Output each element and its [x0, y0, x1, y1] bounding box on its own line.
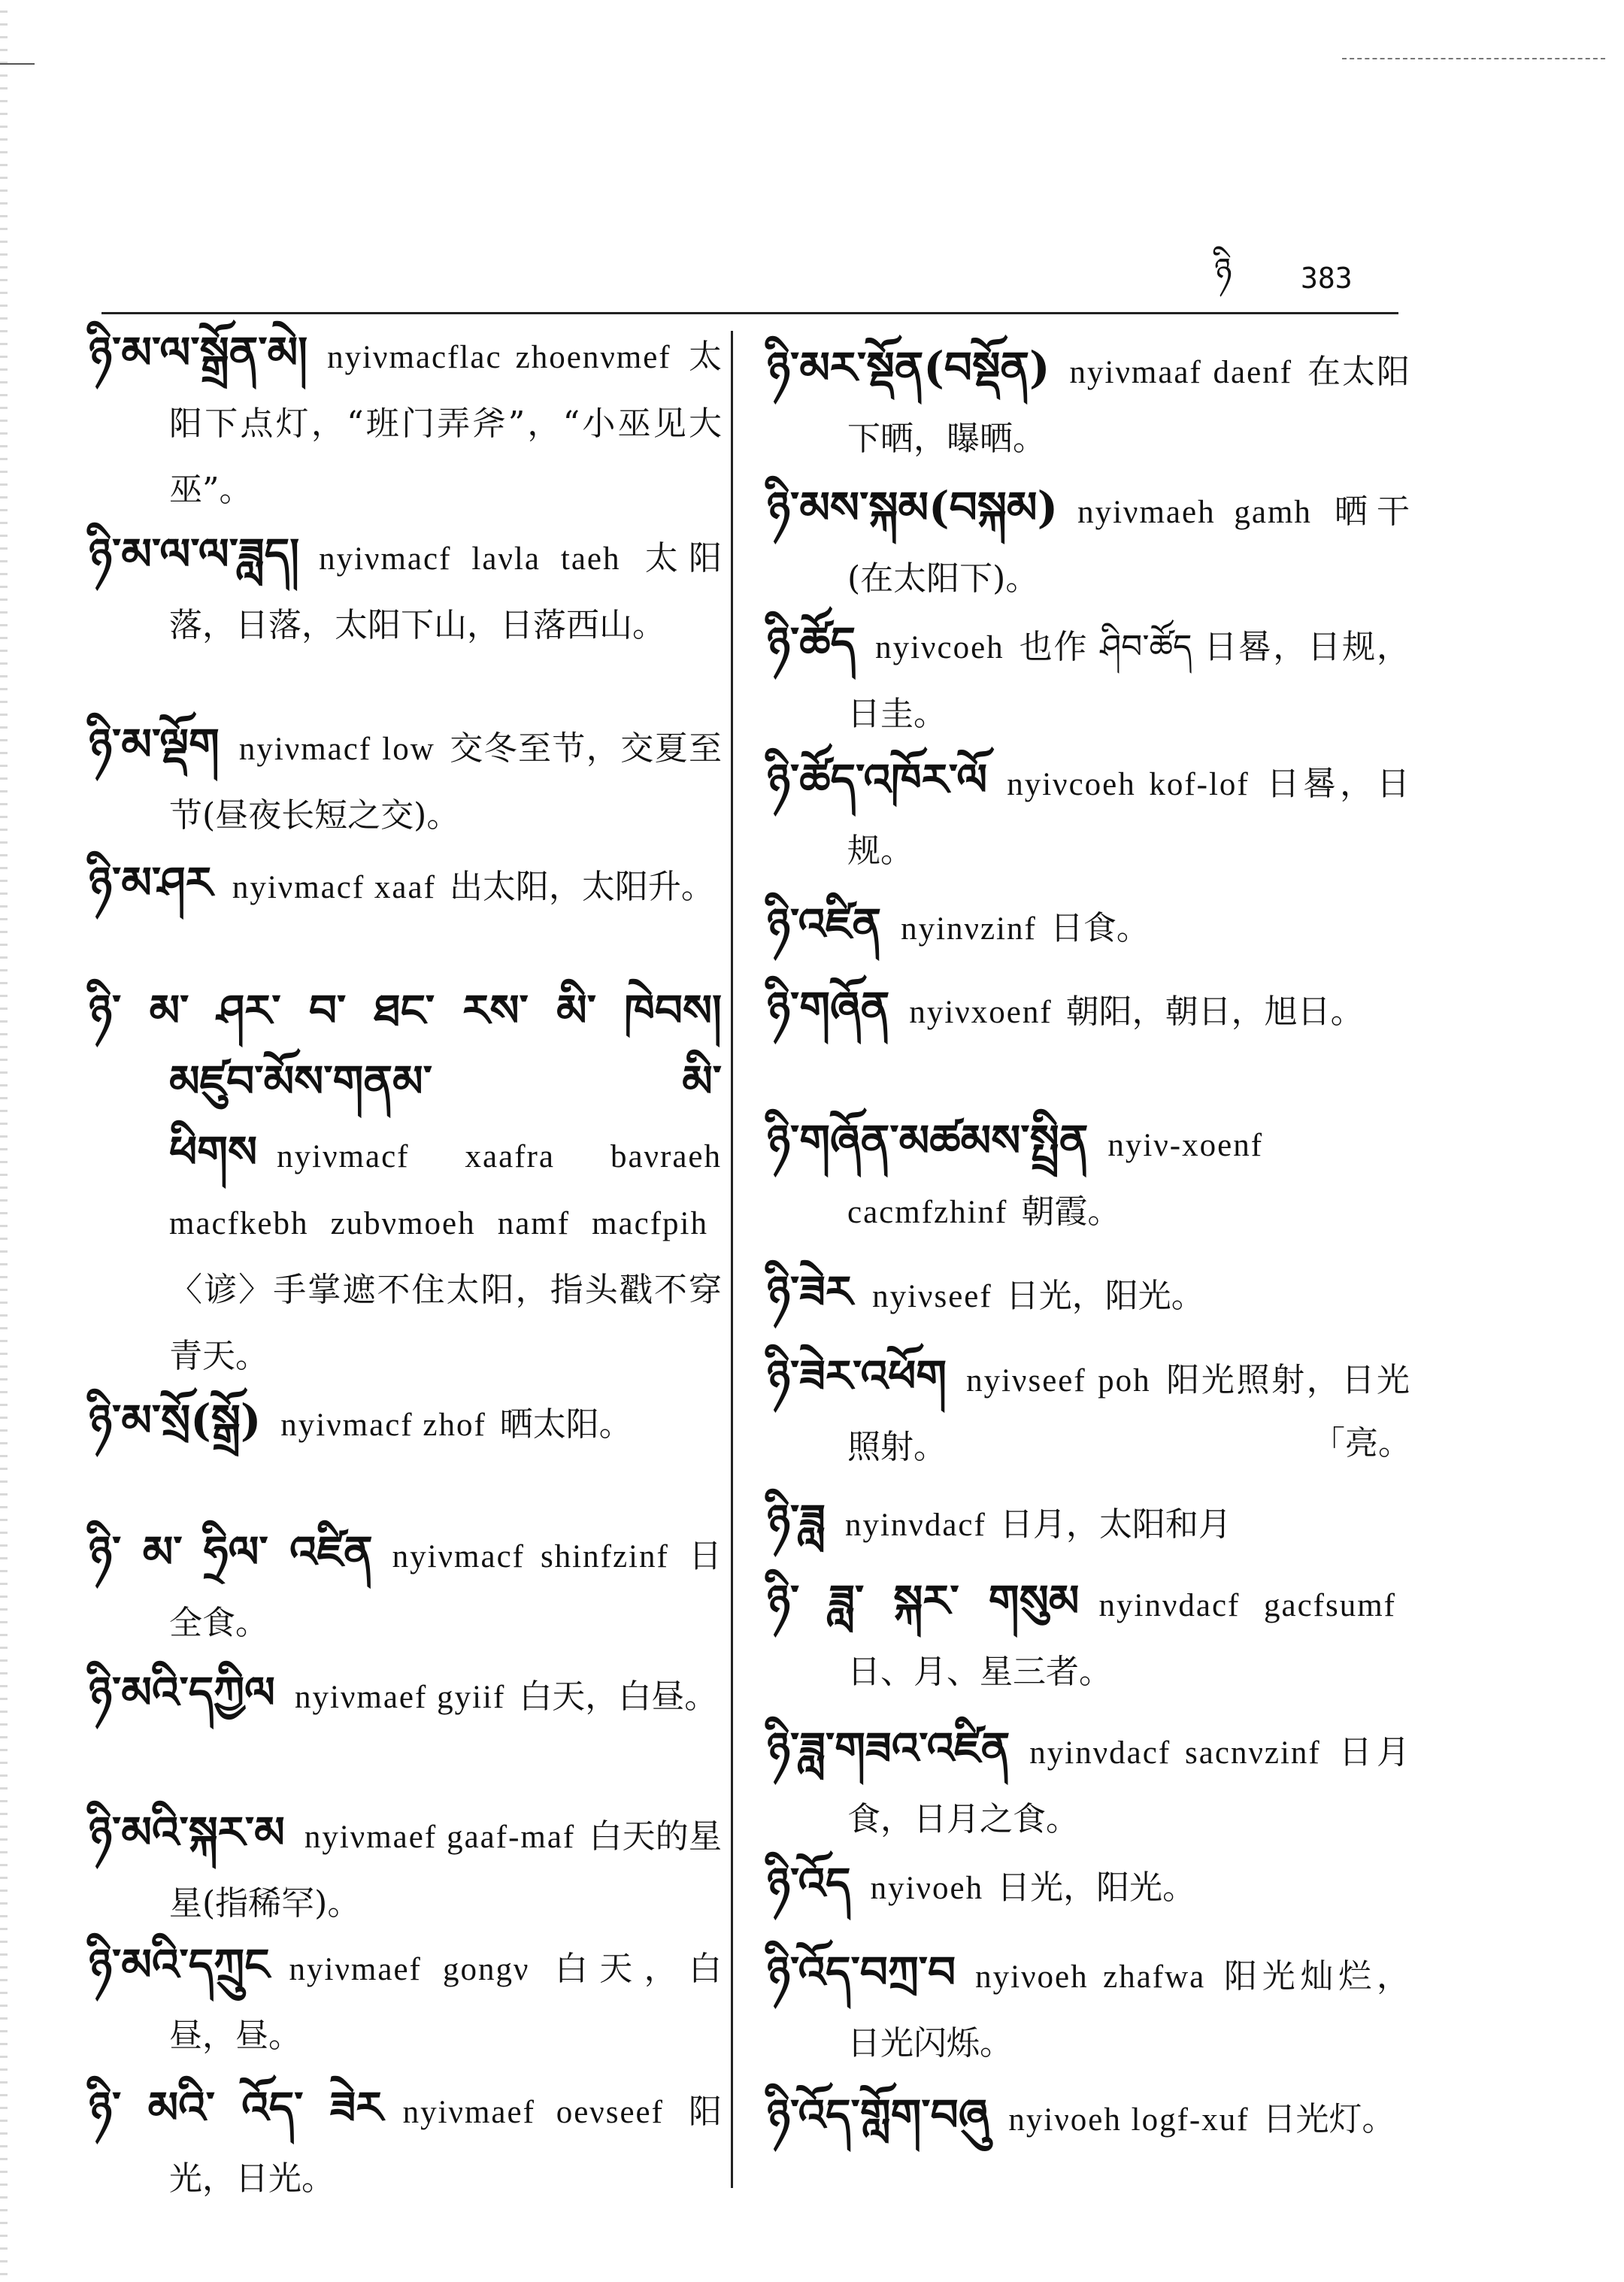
- gloss: 出太阳，太阳升。: [449, 868, 714, 906]
- dictionary-entry: [767, 891, 1410, 962]
- scan-edge: [0, 0, 8, 2282]
- headword: ཉི་གཞོན་མཚམས་སྤྲིན: [767, 1115, 1089, 1166]
- gloss: 太阳下点灯，“班门弄斧”，“小巫见大巫”。: [169, 338, 722, 509]
- headword: ཉི་མའི་དཀྲུང: [89, 1939, 270, 1990]
- dictionary-entry: [767, 1108, 1410, 1246]
- romanization: nyiνmaef oeνseef: [402, 2095, 664, 2130]
- romanization: nyiνmacf xaaf: [232, 870, 436, 905]
- romanization: nyiνmacf zhof: [280, 1408, 486, 1443]
- headword: ཉི་ཚོད་འཁོར་ལོ: [767, 754, 988, 805]
- dictionary-entry: [767, 1568, 1410, 1705]
- romanization: nyiνmaef gongν: [289, 1952, 530, 1987]
- headword: ཉི་ མ་ ཤར་ བ་ ཐང་ རས་ མི་ ཁེབས། མཛུབ་མོས་གནམ་ མི་ ཕིགས: [89, 985, 722, 1177]
- romanization: nyiνseef poh: [966, 1363, 1151, 1399]
- dictionary-entry: [767, 474, 1410, 612]
- gloss: 日全食。: [169, 1537, 723, 1642]
- dictionary-entry: [767, 1259, 1410, 1330]
- romanization: nyiνmacf xaafra baνraeh macfkebh zubνmoeh namf macfpih: [169, 1139, 722, 1241]
- headword: ཉི་མའི་དཀྱིལ: [89, 1667, 276, 1718]
- header-rule: [102, 312, 1398, 314]
- headword: ཉི་ཟླ་གཟའ་འཛིན: [767, 1723, 1010, 1774]
- gloss: 白天，白昼。: [519, 1677, 718, 1716]
- gloss: 阳光，日光。: [169, 2093, 723, 2198]
- romanization: nyiνoeh zhafwa: [975, 1959, 1206, 1995]
- gloss: 白天的星星(指稀罕)。: [169, 1817, 722, 1923]
- dictionary-entry: [767, 335, 1410, 472]
- headword: ཉི་ཟེར་འཕོག: [767, 1350, 947, 1402]
- dictionary-entry: [89, 1932, 722, 2069]
- headword: ཉི་ ཟླ་ སྐར་ གསུམ: [767, 1575, 1080, 1626]
- headword: ཉི་འོད: [767, 1858, 851, 1909]
- dictionary-entry: [89, 1387, 722, 1459]
- romanization: nyiνmaef gaaf-maf: [304, 1820, 576, 1855]
- dictionary-entry: [767, 1487, 1410, 1559]
- romanization: nyinνdacf: [844, 1508, 986, 1543]
- headword: ཉི་མ་ལ་ལ་ཟླད།: [89, 529, 300, 580]
- scan-mark: [0, 63, 35, 65]
- romanization: nyiνmaef gyiif: [295, 1680, 506, 1715]
- romanization: nyiνoeh logf-xuf: [1008, 2102, 1250, 2138]
- headword: ཉི་མ་སྲོ(སྒྲོ): [89, 1395, 262, 1446]
- headword: ཉི་འོད་བཀྲ་བ: [767, 1947, 956, 1998]
- romanization: nyiνcoeh: [875, 630, 1004, 665]
- romanization: nyiνxoenf: [909, 995, 1053, 1030]
- romanization: nyiνseef: [872, 1279, 992, 1314]
- dictionary-entry: [767, 610, 1410, 747]
- gloss: 朝霞。: [1021, 1193, 1121, 1231]
- headword: ཉི་མའི་སྐར་མ: [89, 1807, 285, 1858]
- romanization: nyinνdacf gacfsumf: [1098, 1588, 1396, 1623]
- gloss: 阳光灿烂，日光闪烁。: [847, 1957, 1410, 2062]
- headword: ཉི་མར་སྡོན(བསྡོན): [767, 342, 1050, 393]
- headword: ཉི་མ་ལྡོག: [89, 719, 220, 770]
- page-number: 383: [1301, 262, 1353, 295]
- gloss: 日食。: [1050, 909, 1150, 947]
- dictionary-entry: [767, 1715, 1410, 1853]
- romanization: nyiνmacflac zhoenνmef: [327, 340, 671, 375]
- gloss: 日光，阳光。: [1005, 1277, 1204, 1315]
- dictionary-entry: [89, 1519, 722, 1656]
- gloss: 日月食，日月之食。: [847, 1733, 1410, 1838]
- gloss: 也作 ཤིབ་ཚོད 日晷，日规，日圭。: [847, 628, 1410, 733]
- headword: ཉི་འཛིན: [767, 899, 882, 950]
- headword: ཉི་འོད་གློག་བཞུ: [767, 2090, 989, 2141]
- romanization: nyiν-xoenf cacmfzhinf: [847, 1128, 1264, 1230]
- headword: ཉི་ཟླ: [767, 1495, 826, 1546]
- column-divider: [731, 331, 733, 2188]
- gloss: 日光灯。: [1262, 2100, 1395, 2138]
- headword: ཉི་མས་སྐམ(བསྐམ): [767, 482, 1059, 533]
- gloss: 晒太阳。: [499, 1405, 632, 1444]
- gloss: 日晷，日规。: [847, 765, 1410, 870]
- gloss: 日月，太阳和月: [999, 1505, 1232, 1544]
- gloss: 阳光照射，日光照射。: [847, 1361, 1410, 1466]
- headword: ཉི་མ་ཤར: [89, 857, 213, 908]
- dictionary-entry: [89, 850, 722, 921]
- gloss: 交冬至节，交夏至节(昼夜长短之交)。: [169, 729, 723, 835]
- romanization: nyiνcoeh kof-lof: [1007, 767, 1250, 802]
- headword: ཉི་ མའི་ འོད་ ཟེར: [89, 2082, 383, 2133]
- dictionary-entry: [89, 521, 722, 659]
- carryover-text: 「亮。: [1312, 1424, 1411, 1462]
- gloss: 白天，白昼，昼。: [169, 1950, 722, 2055]
- romanization: nyinνzinf: [901, 911, 1037, 947]
- romanization: nyinνdacf sacnνzinf: [1029, 1735, 1321, 1771]
- romanization: nyiνmacf laνla taeh: [319, 541, 621, 577]
- headword: ཉི་མ་ལ་སྒྲོན་མེ།: [89, 327, 308, 378]
- dictionary-entry: [89, 711, 722, 849]
- dictionary-entry: [89, 2074, 722, 2212]
- dictionary-entry: [89, 320, 722, 523]
- romanization: nyiνmaeh gamh: [1077, 495, 1312, 530]
- dictionary-entry: [89, 977, 722, 1390]
- gloss: 在太阳下晒，曝晒。: [847, 353, 1410, 458]
- dictionary-entry: [89, 1659, 722, 1731]
- romanization: nyiνmacf low: [238, 732, 435, 767]
- headword: ཉི་ཚོད: [767, 617, 856, 668]
- gloss: 朝阳，朝日，旭日。: [1065, 993, 1364, 1031]
- gloss: 日光，阳光。: [997, 1868, 1196, 1907]
- gloss: 太阳落，日落，太阳下山，日落西山。: [169, 539, 723, 644]
- dictionary-entry: [767, 2082, 1410, 2153]
- romanization: nyiνoeh: [870, 1871, 984, 1906]
- dictionary-entry: [89, 1799, 722, 1937]
- index-letter: ཉི: [1214, 251, 1232, 289]
- dictionary-entry: [767, 1850, 1410, 1922]
- gloss: 晒干(在太阳下)。: [847, 492, 1410, 598]
- dictionary-entry: [767, 1939, 1410, 2077]
- dictionary-entry: [767, 974, 1410, 1046]
- dictionary-entry: [767, 747, 1410, 884]
- romanization: nyiνmaaf daenf: [1069, 355, 1293, 390]
- headword: ཉི་གཞོན: [767, 982, 890, 1033]
- headword: ཉི་ མ་ ཧྲིལ་ འཛིན: [89, 1526, 373, 1577]
- headword: ཉི་ཟེར: [767, 1266, 853, 1317]
- scan-mark-top: [1342, 58, 1605, 59]
- romanization: nyiνmacf shinfzinf: [392, 1539, 669, 1574]
- gloss: 日、月、星三者。: [847, 1653, 1112, 1691]
- gloss: 〈谚〉手掌遮不住太阳，指头戳不穿青天。: [169, 1271, 722, 1375]
